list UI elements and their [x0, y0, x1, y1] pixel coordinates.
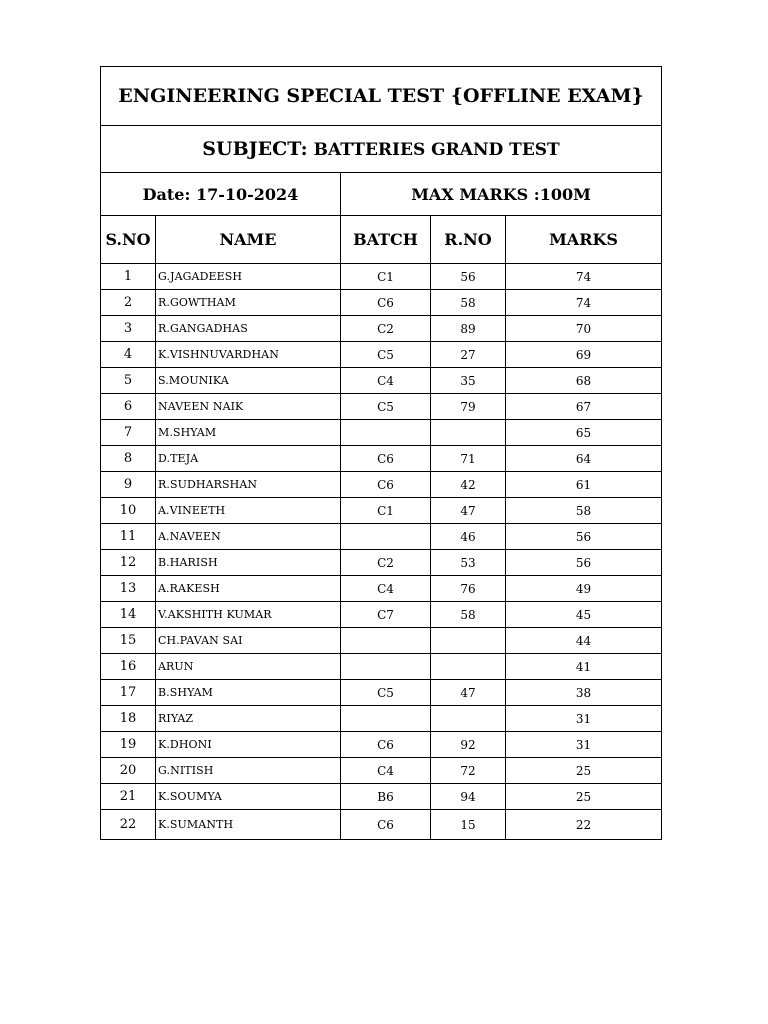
cell-name: RIYAZ	[156, 706, 341, 732]
cell-batch: C5	[341, 680, 431, 706]
cell-name: D.TEJA	[156, 446, 341, 472]
cell-batch: C4	[341, 368, 431, 394]
cell-rno	[431, 654, 506, 680]
cell-rno: 53	[431, 550, 506, 576]
cell-rno: 92	[431, 732, 506, 758]
cell-batch: C5	[341, 394, 431, 420]
exam-title: ENGINEERING SPECIAL TEST {OFFLINE EXAM}	[101, 67, 662, 126]
table-row	[101, 654, 662, 680]
cell-batch: C7	[341, 602, 431, 628]
cell-sno: 13	[101, 576, 156, 602]
cell-batch: C5	[341, 342, 431, 368]
cell-sno: 14	[101, 602, 156, 628]
table-row	[101, 784, 662, 810]
cell-sno: 20	[101, 758, 156, 784]
max-marks: MAX MARKS :100M	[341, 173, 662, 216]
cell-rno: 46	[431, 524, 506, 550]
cell-sno: 9	[101, 472, 156, 498]
cell-marks: 58	[506, 498, 662, 524]
table-row	[101, 706, 662, 732]
cell-marks: 41	[506, 654, 662, 680]
table-row	[101, 420, 662, 446]
table-row	[101, 394, 662, 420]
table-row	[101, 264, 662, 290]
cell-batch: C1	[341, 498, 431, 524]
table-row	[101, 524, 662, 550]
column-header-marks: MARKS	[506, 216, 662, 264]
cell-batch	[341, 706, 431, 732]
cell-rno: 94	[431, 784, 506, 810]
cell-marks: 31	[506, 732, 662, 758]
table-row	[101, 446, 662, 472]
cell-batch	[341, 654, 431, 680]
cell-name: B.HARISH	[156, 550, 341, 576]
cell-name: M.SHYAM	[156, 420, 341, 446]
cell-name: K.SUMANTH	[156, 810, 341, 840]
cell-name: R.SUDHARSHAN	[156, 472, 341, 498]
cell-batch: C6	[341, 732, 431, 758]
cell-sno: 12	[101, 550, 156, 576]
cell-rno: 42	[431, 472, 506, 498]
cell-sno: 18	[101, 706, 156, 732]
cell-sno: 8	[101, 446, 156, 472]
cell-rno: 58	[431, 602, 506, 628]
cell-sno: 2	[101, 290, 156, 316]
cell-name: K.VISHNUVARDHAN	[156, 342, 341, 368]
column-header-sno: S.NO	[101, 216, 156, 264]
table-row	[101, 576, 662, 602]
cell-marks: 74	[506, 290, 662, 316]
table-row	[101, 758, 662, 784]
cell-rno: 89	[431, 316, 506, 342]
cell-batch: C4	[341, 576, 431, 602]
cell-rno: 35	[431, 368, 506, 394]
table-row	[101, 550, 662, 576]
cell-name: CH.PAVAN SAI	[156, 628, 341, 654]
cell-sno: 3	[101, 316, 156, 342]
results-table	[100, 66, 662, 840]
subject-value: BATTERIES GRAND TEST	[307, 140, 560, 160]
column-header-row	[101, 216, 662, 264]
cell-rno	[431, 706, 506, 732]
title-row	[101, 67, 662, 126]
cell-rno: 58	[431, 290, 506, 316]
table-row	[101, 342, 662, 368]
cell-name: A.VINEETH	[156, 498, 341, 524]
cell-sno: 6	[101, 394, 156, 420]
cell-sno: 1	[101, 264, 156, 290]
cell-name: NAVEEN NAIK	[156, 394, 341, 420]
column-header-name: NAME	[156, 216, 341, 264]
cell-name: R.GANGADHAS	[156, 316, 341, 342]
column-header-rno: R.NO	[431, 216, 506, 264]
cell-marks: 56	[506, 524, 662, 550]
table-row	[101, 810, 662, 840]
cell-batch	[341, 524, 431, 550]
subject-heading	[101, 126, 662, 173]
cell-batch: C4	[341, 758, 431, 784]
cell-batch: C1	[341, 264, 431, 290]
cell-name: A.NAVEEN	[156, 524, 341, 550]
cell-sno: 11	[101, 524, 156, 550]
cell-rno	[431, 628, 506, 654]
results-table-body	[101, 67, 662, 840]
cell-marks: 74	[506, 264, 662, 290]
table-row	[101, 498, 662, 524]
table-row	[101, 602, 662, 628]
cell-rno	[431, 420, 506, 446]
cell-rno: 47	[431, 680, 506, 706]
cell-batch: C6	[341, 810, 431, 840]
cell-batch: C2	[341, 316, 431, 342]
cell-name: K.DHONI	[156, 732, 341, 758]
cell-marks: 56	[506, 550, 662, 576]
cell-sno: 15	[101, 628, 156, 654]
cell-rno: 79	[431, 394, 506, 420]
cell-marks: 64	[506, 446, 662, 472]
cell-name: G.NITISH	[156, 758, 341, 784]
cell-sno: 21	[101, 784, 156, 810]
cell-marks: 68	[506, 368, 662, 394]
cell-sno: 5	[101, 368, 156, 394]
cell-batch	[341, 420, 431, 446]
cell-name: A.RAKESH	[156, 576, 341, 602]
cell-sno: 4	[101, 342, 156, 368]
cell-rno: 71	[431, 446, 506, 472]
cell-batch: C6	[341, 446, 431, 472]
cell-name: ARUN	[156, 654, 341, 680]
cell-rno: 56	[431, 264, 506, 290]
cell-batch	[341, 628, 431, 654]
cell-marks: 25	[506, 784, 662, 810]
cell-sno: 10	[101, 498, 156, 524]
cell-sno: 17	[101, 680, 156, 706]
cell-marks: 22	[506, 810, 662, 840]
table-row	[101, 368, 662, 394]
column-header-batch: BATCH	[341, 216, 431, 264]
cell-sno: 22	[101, 810, 156, 840]
cell-marks: 49	[506, 576, 662, 602]
cell-rno: 47	[431, 498, 506, 524]
cell-batch: C6	[341, 290, 431, 316]
cell-marks: 67	[506, 394, 662, 420]
cell-sno: 19	[101, 732, 156, 758]
table-row	[101, 680, 662, 706]
subject-row	[101, 126, 662, 173]
table-row	[101, 732, 662, 758]
cell-rno: 15	[431, 810, 506, 840]
cell-batch: C2	[341, 550, 431, 576]
cell-batch: B6	[341, 784, 431, 810]
cell-marks: 44	[506, 628, 662, 654]
cell-name: R.GOWTHAM	[156, 290, 341, 316]
cell-marks: 65	[506, 420, 662, 446]
cell-name: B.SHYAM	[156, 680, 341, 706]
cell-marks: 45	[506, 602, 662, 628]
table-row	[101, 316, 662, 342]
cell-marks: 38	[506, 680, 662, 706]
cell-name: K.SOUMYA	[156, 784, 341, 810]
cell-name: G.JAGADEESH	[156, 264, 341, 290]
table-row	[101, 290, 662, 316]
cell-marks: 69	[506, 342, 662, 368]
cell-marks: 70	[506, 316, 662, 342]
cell-batch: C6	[341, 472, 431, 498]
cell-marks: 31	[506, 706, 662, 732]
cell-sno: 7	[101, 420, 156, 446]
table-row	[101, 628, 662, 654]
cell-name: S.MOUNIKA	[156, 368, 341, 394]
cell-rno: 76	[431, 576, 506, 602]
cell-rno: 72	[431, 758, 506, 784]
subject-label: SUBJECT:	[202, 138, 308, 160]
cell-name: V.AKSHITH KUMAR	[156, 602, 341, 628]
cell-marks: 61	[506, 472, 662, 498]
cell-rno: 27	[431, 342, 506, 368]
exam-date: Date: 17-10-2024	[101, 173, 341, 216]
info-row	[101, 173, 662, 216]
cell-marks: 25	[506, 758, 662, 784]
table-row	[101, 472, 662, 498]
cell-sno: 16	[101, 654, 156, 680]
